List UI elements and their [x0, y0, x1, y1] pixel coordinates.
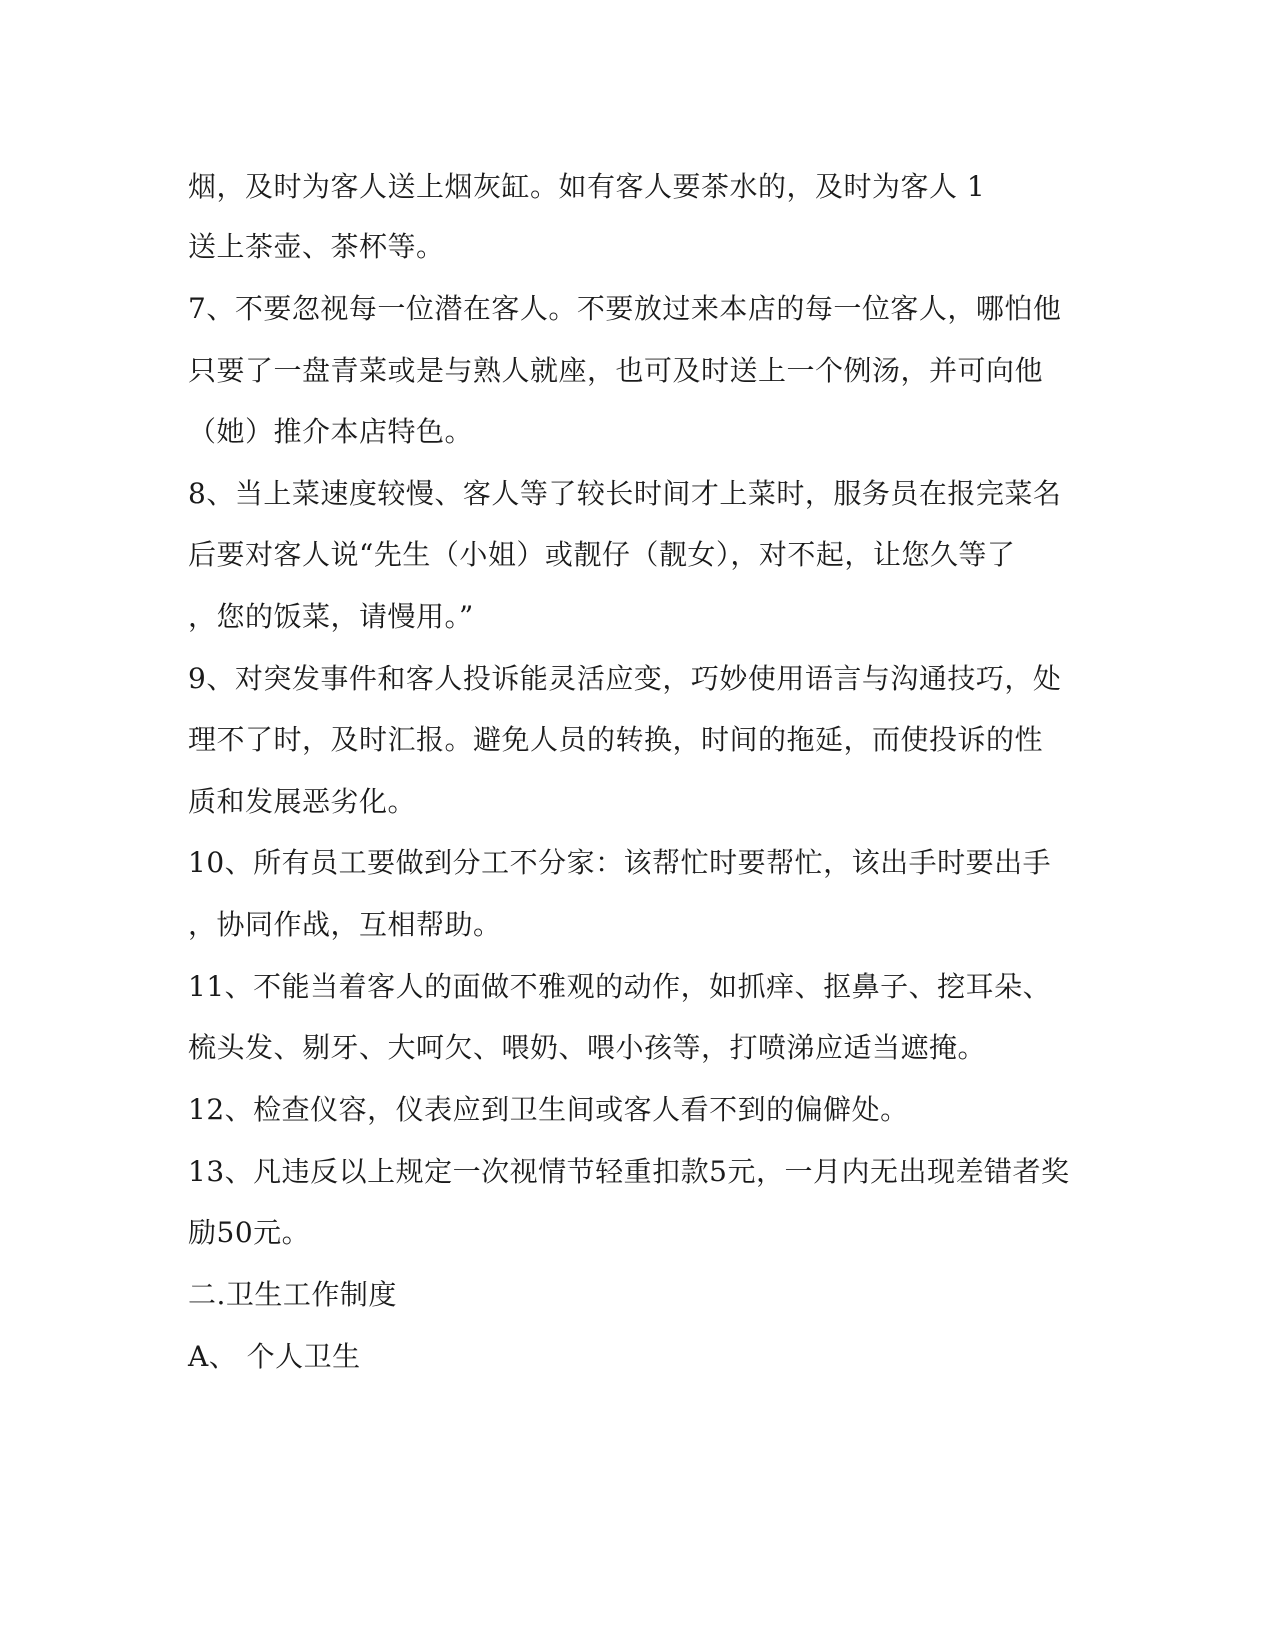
text-line: 10、所有员工要做到分工不分家：该帮忙时要帮忙，该出手时要出手: [188, 846, 1052, 879]
text-line: 只要了一盘青菜或是与熟人就座，也可及时送上一个例汤，并可向他: [188, 354, 1044, 387]
text-line: 13、凡违反以上规定一次视情节轻重扣款5元，一月内无出现差错者奖: [188, 1155, 1070, 1188]
text-line: 质和发展恶劣化。: [188, 785, 417, 818]
text-line: （她）推介本店特色。: [188, 415, 474, 448]
text-line: ，您的饭菜，请慢用。”: [188, 600, 474, 633]
text-line: 后要对客人说“先生（小姐）或靓仔（靓女），对不起，让您久等了: [188, 538, 1016, 571]
text-line: 理不了时，及时汇报。避免人员的转换，时间的拖延，而使投诉的性: [188, 723, 1044, 756]
text-line: 12、检查仪容，仪表应到卫生间或客人看不到的偏僻处。: [188, 1093, 909, 1126]
subsection-heading: A、 个人卫生: [188, 1340, 361, 1373]
text-line: 送上茶壶、茶杯等。: [188, 230, 445, 263]
text-line: 7、不要忽视每一位潜在客人。不要放过来本店的每一位客人，哪怕他: [188, 292, 1062, 325]
text-line: 11、不能当着客人的面做不雅观的动作，如抓痒、抠鼻子、挖耳朵、: [188, 970, 1052, 1003]
text-line: 8、当上菜速度较慢、客人等了较长时间才上菜时，服务员在报完菜名: [188, 477, 1062, 510]
section-heading: 二.卫生工作制度: [188, 1278, 397, 1311]
text-line: 励50元。: [188, 1216, 311, 1249]
text-line: ，协同作战，互相帮助。: [188, 908, 502, 941]
text-line: 9、对突发事件和客人投诉能灵活应变，巧妙使用语言与沟通技巧，处: [188, 662, 1062, 695]
text-line: 烟，及时为客人送上烟灰缸。如有客人要茶水的，及时为客人 1: [188, 170, 986, 203]
text-line: 梳头发、剔牙、大呵欠、喂奶、喂小孩等，打喷涕应适当遮掩。: [188, 1031, 987, 1064]
